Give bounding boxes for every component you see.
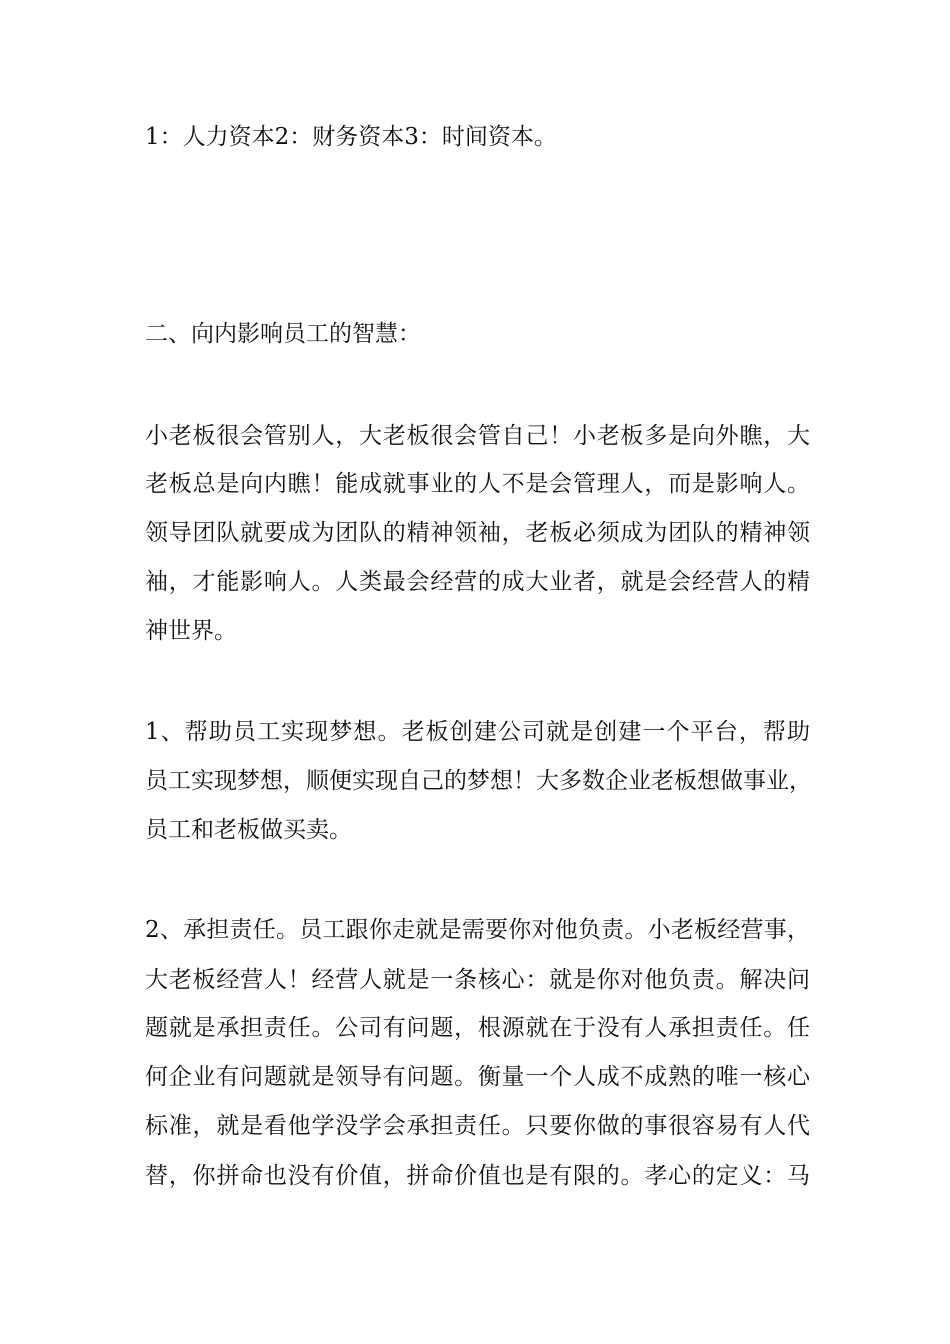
paragraph-line: 神世界。	[145, 618, 237, 644]
paragraph-line: 领导团队就要成为团队的精神领袖，老板必须成为团队的精神领	[145, 520, 810, 546]
paragraph-line: 员工和老板做买卖。	[145, 817, 352, 843]
paragraph-line: 替，你拼命也没有价值，拼命价值也是有限的。孝心的定义：马	[145, 1163, 810, 1189]
paragraph-line: 大老板经营人！经营人就是一条核心：就是你对他负责。解决问	[145, 967, 810, 993]
paragraph-line: 何企业有问题就是领导有问题。衡量一个人成不成熟的唯一核心	[145, 1064, 810, 1090]
paragraph-line: 标准，就是看他学没学会承担责任。只要你做的事很容易有人代	[145, 1113, 810, 1139]
paragraph-line: 1、帮助员工实现梦想。老板创建公司就是创建一个平台，帮助	[145, 719, 810, 745]
paragraph-line: 员工实现梦想，顺便实现自己的梦想！大多数企业老板想做事业，	[145, 768, 812, 794]
paragraph-line: 袖，才能影响人。人类最会经营的成大业者，就是会经营人的精	[145, 569, 810, 595]
paragraph-line: 题就是承担责任。公司有问题，根源就在于没有人承担责任。任	[145, 1015, 810, 1041]
paragraph-line: 2、承担责任。员工跟你走就是需要你对他负责。小老板经营事，	[145, 917, 810, 943]
paragraph-line: 小老板很会管别人，大老板很会管自己！小老板多是向外瞧，大	[145, 423, 810, 449]
paragraph-capital-types: 1：人力资本2：财务资本3：时间资本。	[145, 124, 557, 150]
section-heading-inner-influence: 二、向内影响员工的智慧：	[145, 321, 421, 347]
paragraph-line: 老板总是向内瞧！能成就事业的人不是会管理人，而是影响人。	[145, 471, 810, 497]
